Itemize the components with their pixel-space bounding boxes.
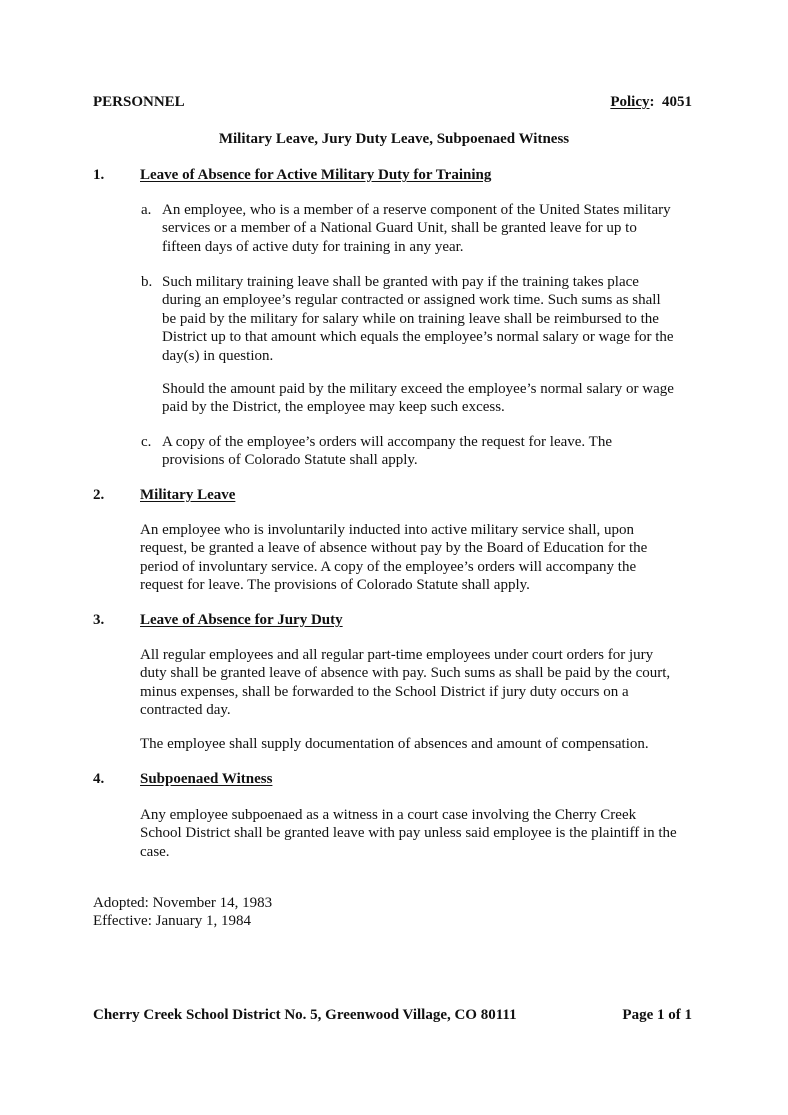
- text-line: minus expenses, shall be forwarded to the School District if jury duty occurs on a: [140, 683, 629, 700]
- policy-number-value: 4051: [662, 94, 692, 110]
- text-line: fifteen days of active duty for training in any year.: [162, 238, 464, 255]
- text-line: School District shall be granted leave with pay unless said employee is the plaintiff in the: [140, 825, 677, 842]
- section-4-number: 4.: [93, 771, 105, 787]
- text-line: Any employee subpoenaed as a witness in a court case involving the Cherry Creek: [140, 807, 637, 823]
- text-line: Such military training leave shall be granted with pay if the training takes place: [162, 274, 639, 290]
- section-2-title: Military Leave: [140, 487, 236, 503]
- text-line: request for leave. The provisions of Colorado Statute shall apply.: [140, 577, 530, 594]
- item-c-letter: c.: [141, 434, 152, 450]
- section-4-paragraph: [140, 806, 700, 861]
- section-2-number: 2.: [93, 487, 105, 503]
- text-line: An employee, who is a member of a reserve component of the United States military: [162, 202, 671, 218]
- text-line: day(s) in question.: [162, 347, 274, 364]
- effective-date: Effective: January 1, 1984: [93, 913, 252, 929]
- text-line: duty shall be granted leave of absence with pay. Such sums as shall be paid by the court,: [140, 665, 671, 682]
- text-line: All regular employees and all regular part-time employees under court orders for jury: [140, 647, 654, 663]
- section-1-number: 1.: [93, 167, 105, 183]
- adopted-date: Adopted: November 14, 1983: [93, 895, 273, 911]
- section-3-title: Leave of Absence for Jury Duty: [140, 612, 343, 628]
- item-b-continuation: [162, 380, 702, 417]
- section-3-paragraph-1: [140, 646, 700, 720]
- text-line: paid by the District, the employee may keep such excess.: [162, 399, 505, 416]
- text-line: be paid by the military for salary while on training leave shall be reimbursed to the: [162, 310, 659, 327]
- section-1-title: Leave of Absence for Active Military Duty for Training: [140, 167, 492, 183]
- policy-number: [610, 93, 692, 111]
- text-line: request, be granted a leave of absence without pay by the Board of Education for the: [140, 540, 648, 557]
- text-line: provisions of Colorado Statute shall apply.: [162, 452, 418, 469]
- text-line: Should the amount paid by the military exceed the employee’s normal salary or wage: [162, 381, 674, 397]
- text-line: contracted day.: [140, 702, 231, 719]
- department-label: PERSONNEL: [93, 94, 185, 110]
- section-3-number: 3.: [93, 612, 105, 628]
- text-line: A copy of the employee’s orders will accompany the request for leave. The: [162, 434, 612, 450]
- text-line: period of involuntary service. A copy of the employee’s orders will accompany the: [140, 558, 637, 575]
- footer-page-number: Page 1 of 1: [622, 1007, 692, 1023]
- text-line: An employee who is involuntarily inducted into active military service shall, upon: [140, 522, 635, 538]
- item-a-letter: a.: [141, 202, 152, 218]
- text-line: services or a member of a National Guard Unit, shall be granted leave for up to: [162, 220, 637, 237]
- section-3-paragraph-2: [140, 735, 700, 753]
- text-line: during an employee’s regular contracted or assigned work time. Such sums as shall: [162, 292, 661, 309]
- document-title: Military Leave, Jury Duty Leave, Subpoenaed Witness: [218, 131, 570, 147]
- item-c-text: [162, 433, 702, 470]
- text-line: District up to that amount which equals the employee’s normal salary or wage for the: [162, 329, 674, 346]
- item-b-letter: b.: [141, 274, 153, 290]
- footer-organization: Cherry Creek School District No. 5, Greenwood Village, CO 80111: [93, 1007, 517, 1023]
- item-b-text: [162, 273, 702, 365]
- item-a-text: [162, 201, 702, 256]
- text-line: case.: [140, 843, 170, 860]
- section-4-title: Subpoenaed Witness: [140, 771, 273, 787]
- policy-label: Policy: [610, 94, 650, 110]
- policy-colon: :: [649, 94, 662, 110]
- text-line: The employee shall supply documentation of absences and amount of compensation.: [140, 736, 649, 752]
- section-2-paragraph: [140, 521, 700, 595]
